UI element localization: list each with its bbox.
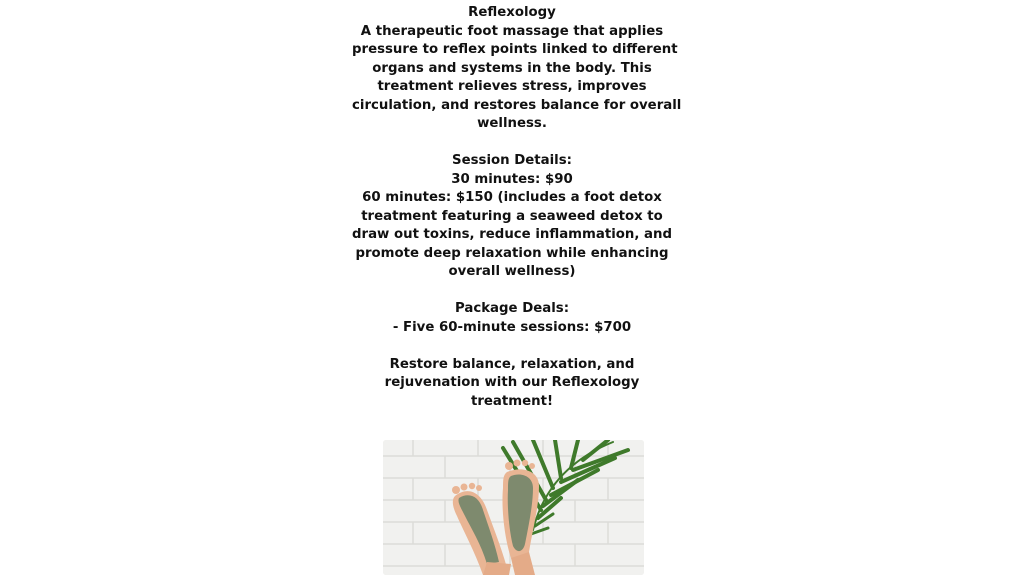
session-price-line: treatment featuring a seaweed detox to	[361, 208, 663, 224]
description-line: organs and systems in the body. This	[372, 60, 652, 76]
closing-line: Restore balance, relaxation, and	[389, 356, 635, 372]
package-deal-line: - Five 60-minute sessions: $700	[392, 319, 632, 335]
session-price-line: 30 minutes: $90	[451, 171, 573, 187]
package-deals-heading: Package Deals:	[454, 301, 570, 316]
session-price-line: promote deep relaxation while enhancing	[355, 245, 669, 261]
session-price-line: draw out toxins, reduce inflammation, and	[352, 227, 673, 242]
reflexology-feet-photo	[383, 440, 644, 575]
left-ankle	[483, 562, 511, 575]
closing-line: rejuvenation with our Reflexology	[384, 375, 640, 390]
description-line: wellness.	[477, 116, 547, 131]
spacer	[352, 134, 672, 153]
service-description	[352, 4, 682, 411]
feet-illustration	[383, 440, 644, 575]
description-line: circulation, and restores balance for overall	[352, 97, 682, 113]
spacer	[352, 337, 672, 356]
description-line: pressure to reflex points linked to different	[352, 42, 678, 57]
spacer	[352, 282, 672, 301]
description-line: treatment relieves stress, improves	[377, 79, 647, 94]
session-details-heading: Session Details:	[452, 153, 572, 168]
closing-line: treatment!	[470, 393, 554, 409]
service-title: Reflexology	[468, 5, 556, 20]
session-price-line: overall wellness)	[448, 264, 576, 279]
description-line: A therapeutic foot massage that applies	[360, 23, 664, 39]
session-price-line: 60 minutes: $150 (includes a foot detox	[362, 190, 662, 205]
